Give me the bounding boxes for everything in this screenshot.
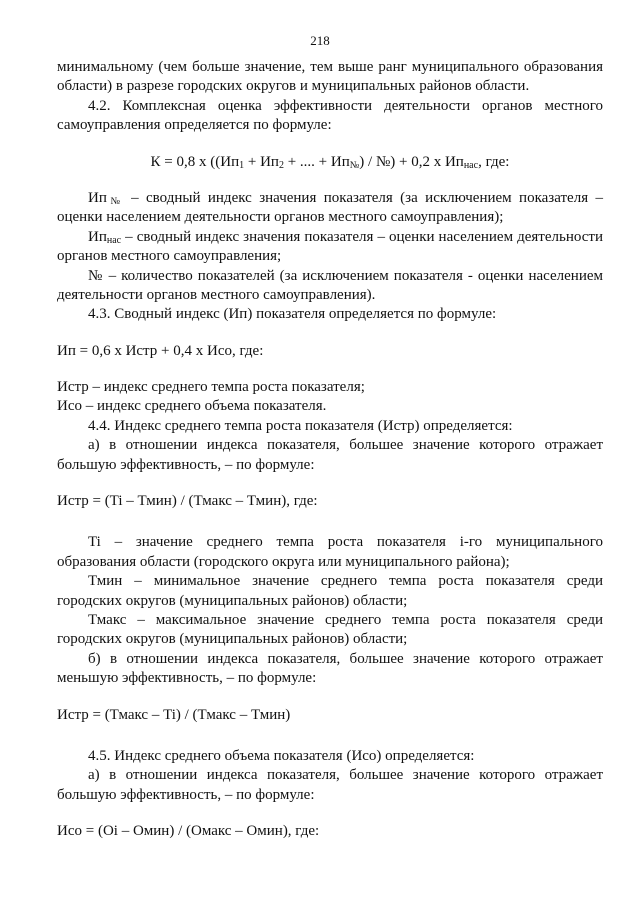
definition-line: Истр – индекс среднего темпа роста показателя; [57, 379, 365, 396]
definition-line: $Ип_№$ – сводный индекс значения показателя (за исключением показателя – [88, 189, 603, 207]
definition-line: Исо – индекс среднего объема показателя. [57, 398, 327, 415]
definition-line: образования области (городского округа или муниципального района); [57, 553, 510, 570]
formula-complex-assessment: К = 0,8 х (($Ип_1 + Ип_2$ + .... + $Ип_№$) / №) + 0,2 х $Ип_{нас}$, где: [150, 153, 510, 171]
definition-line: городских округов (муниципальных районов) области; [57, 592, 408, 609]
definition-line: Тмин – минимальное значение среднего темпа роста показателя среди [88, 573, 603, 590]
formula-volume-index-a: Исо = (Оi – Омин) / (Омакс – Омин), где: [57, 823, 320, 840]
document-body [57, 58, 603, 842]
definition-line: оценки населением деятельности органов местного самоуправления); [57, 209, 504, 226]
paragraph-line: области) в разрезе городских округов и муниципальных районов области. [57, 78, 530, 95]
paragraph-line: меньшую эффективность, – по формуле: [57, 670, 317, 687]
paragraph-line: а) в отношении индекса показателя, большее значение которого отражает [88, 437, 603, 454]
definition-line: Ti – значение среднего темпа роста показателя i-го муниципального [88, 534, 603, 551]
paragraph-line: большую эффективность, – по формуле: [57, 456, 315, 473]
section-4-4-heading: 4.4. Индекс среднего темпа роста показателя (Истр) определяется: [88, 417, 513, 434]
paragraph-line: минимальному (чем больше значение, тем выше ранг муниципального образования [57, 59, 603, 75]
section-4-3-heading: 4.3. Сводный индекс (Ип) показателя определяется по формуле: [88, 306, 497, 323]
formula-summary-index: Ип = 0,6 х Истр + 0,4 х Исо, где: [57, 342, 264, 359]
section-4-5-heading: 4.5. Индекс среднего объема показателя (Исо) определяется: [88, 747, 475, 764]
paragraph-line: большую эффективность, – по формуле: [57, 786, 315, 803]
paragraph-line: а) в отношении индекса показателя, большее значение которого отражает [88, 767, 603, 784]
definition-line: органов местного самоуправления; [57, 248, 282, 265]
definition-line: № – количество показателей (за исключением показателя - оценки населением [88, 267, 603, 284]
definition-line: $Ип_{нас}$ – сводный индекс значения показателя – оценки населением деятельности [88, 228, 603, 246]
page-number: 218 [310, 33, 330, 48]
definition-line: деятельности органов местного самоуправления). [57, 286, 376, 303]
formula-growth-index-a: Истр = (Ti – Тмин) / (Тмакс – Тмин), где: [57, 493, 318, 510]
definition-line: городских округов (муниципальных районов) области; [57, 631, 408, 648]
section-4-2-heading: 4.2. Комплексная оценка эффективности деятельности органов местного [88, 97, 603, 114]
formula-growth-index-b: Истр = (Тмакс – Ti) / (Тмакс – Тмин) [57, 706, 291, 723]
paragraph-line: б) в отношении индекса показателя, большее значение которого отражает [88, 650, 603, 667]
definition-line: Тмакс – максимальное значение среднего темпа роста показателя среди [88, 611, 603, 628]
paragraph-line: самоуправления определяется по формуле: [57, 117, 332, 134]
